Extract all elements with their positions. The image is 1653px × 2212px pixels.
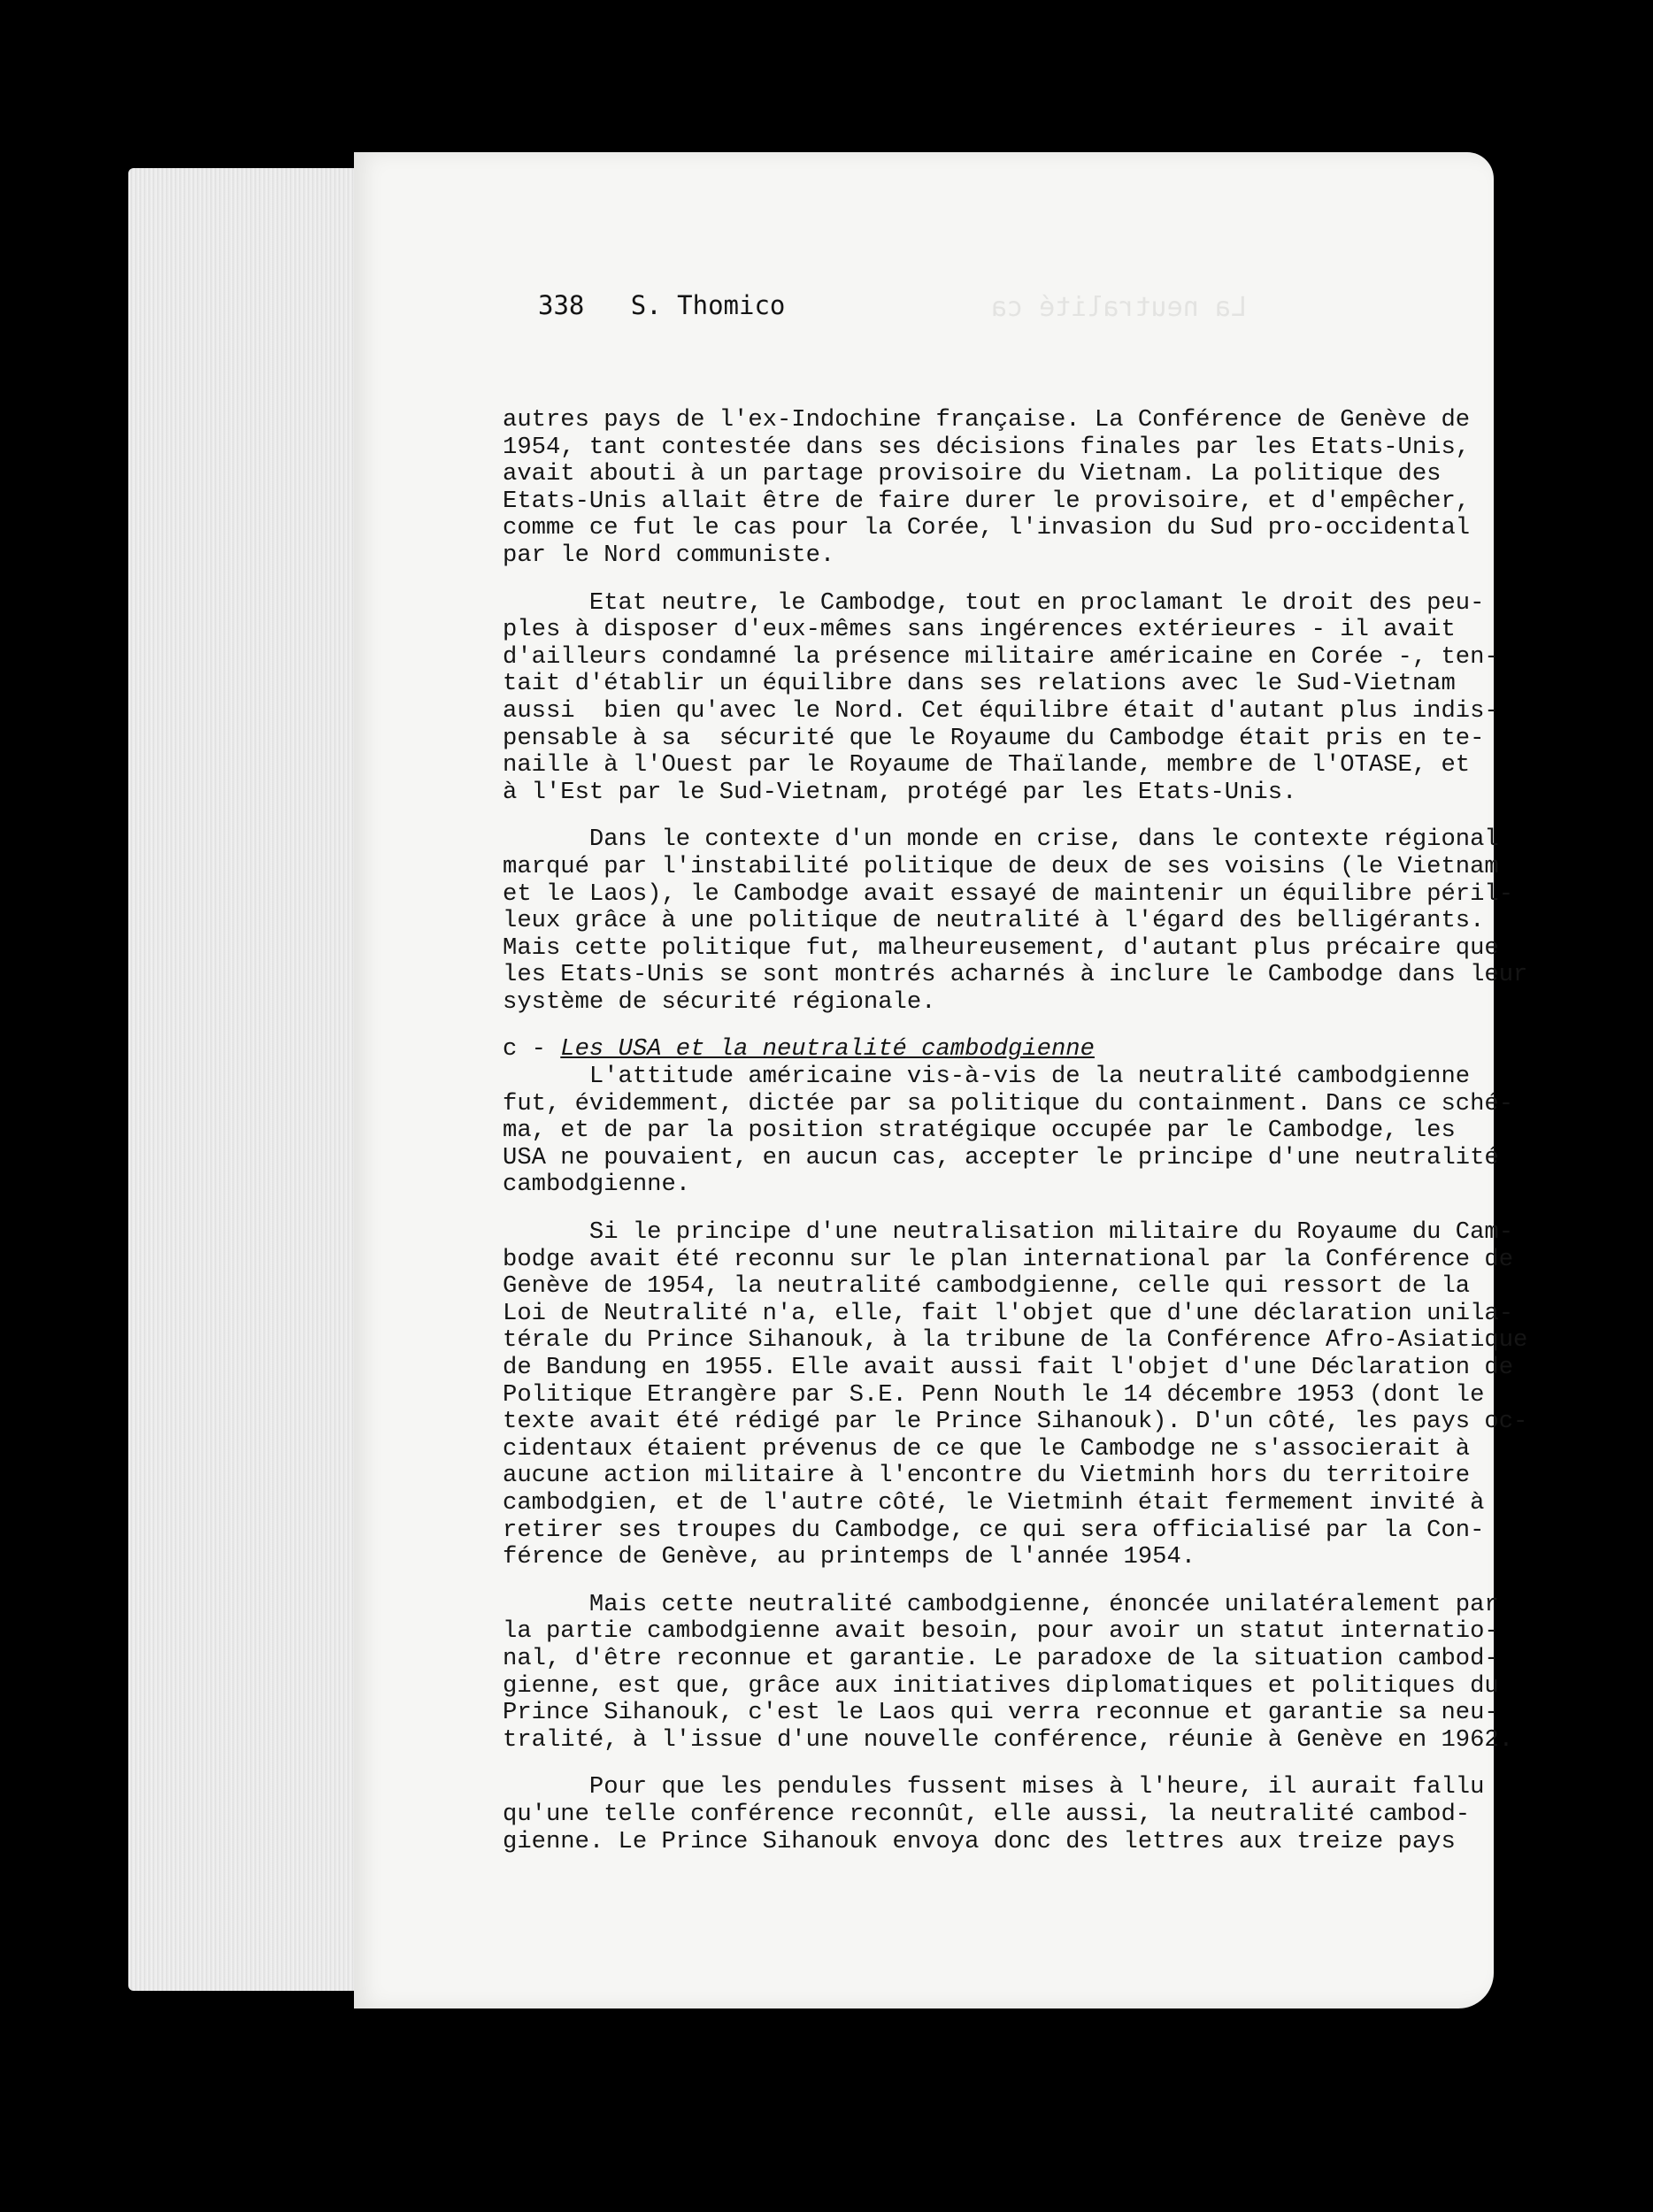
paragraphs-before [503,406,1528,1036]
text-line: Dans le contexte d'un monde en crise, dans le contexte régional [503,826,1499,854]
text-line: tralité, à l'issue d'une nouvelle conférence, réunie à Genève en 1962. [503,1725,1514,1754]
text-line: marqué par l'instabilité politique de deux de ses voisins (le Vietnam [503,852,1499,880]
text-line: térale du Prince Sihanouk, à la tribune de la Conférence Afro-Asiatique [503,1326,1528,1355]
text-line: nal, d'être reconnue et garantie. Le paradoxe de la situation cambod- [503,1644,1499,1672]
text-line: USA ne pouvaient, en aucun cas, accepter le principe d'une neutralité [503,1143,1499,1171]
paragraph-gap [503,1199,1476,1219]
text-line: cidentaux étaient prévenus de ce que le Cambodge ne s'associerait à [503,1434,1471,1463]
text-line: la partie cambodgienne avait besoin, pour avoir un statut internatio- [503,1617,1499,1646]
section-subheading [503,1036,1476,1064]
text-line: à l'Est par le Sud-Vietnam, protégé par les Etats-Unis. [503,778,1297,806]
text-line: bodge avait été reconnu sur le plan international par la Conférence de [503,1245,1514,1273]
paragraph [503,1773,1485,1855]
paragraph-gap [503,806,1476,826]
paragraph [503,1590,1514,1755]
text-line: fut, évidemment, dictée par sa politique du containment. Dans ce sché- [503,1089,1514,1118]
text-line: avait abouti à un partage provisoire du Vietnam. La politique des [503,460,1442,488]
paragraph-gap [503,570,1476,590]
text-line: comme ce fut le cas pour la Corée, l'invasion du Sud pro-occidental [503,514,1471,542]
text-line: Loi de Neutralité n'a, elle, fait l'objet que d'une déclaration unila- [503,1299,1514,1327]
text-line: par le Nord communiste. [503,541,835,569]
text-line: 1954, tant contestée dans ses décisions finales par les Etats-Unis, [503,433,1471,461]
text-line: de Bandung en 1955. Elle avait aussi fait l'objet d'une Déclaration de [503,1354,1514,1381]
text-line: L'attitude américaine vis-à-vis de la neutralité cambodgienne [503,1063,1471,1091]
text-line: retirer ses troupes du Cambodge, ce qui sera officialisé par la Con- [503,1516,1485,1544]
text-line: gienne, est que, grâce aux initiatives diplomatiques et politiques du [503,1671,1499,1700]
text-line: naille à l'Ouest par le Royaume de Thaïlande, membre de l'OTASE, et [503,751,1471,780]
text-line: Mais cette politique fut, malheureusement, d'autant plus précaire que [503,933,1499,962]
text-line: et le Laos), le Cambodge avait essayé de maintenir un équilibre péril- [503,879,1514,908]
text-line: autres pays de l'ex-Indochine française. La Conférence de Genève de [503,406,1471,434]
text-line: Etats-Unis allait être de faire durer le provisoire, et d'empêcher, [503,487,1471,515]
text-line: leux grâce à une politique de neutralité à l'égard des belligérants. [503,907,1485,935]
text-line: pensable à sa sécurité que le Royaume du Cambodge était pris en te- [503,724,1485,752]
text-line: texte avait été rédigé par le Prince Sihanouk). D'un côté, les pays oc- [503,1408,1528,1436]
paragraph [503,1218,1528,1571]
paragraph-gap [503,1571,1476,1592]
paragraphs-after [503,1063,1528,1876]
page-number: 338 [538,290,585,320]
paragraph-gap [503,1016,1476,1036]
text-line: Mais cette neutralité cambodgienne, énoncée unilatéralement par [503,1590,1499,1618]
text-line: aussi bien qu'avec le Nord. Cet équilibre était d'autant plus indis- [503,696,1499,725]
subheading-prefix: c - [503,1035,561,1064]
text-line: ples à disposer d'eux-mêmes sans ingérences extérieures - il avait [503,616,1456,644]
text-line: d'ailleurs condamné la présence militaire américaine en Corée -, ten- [503,642,1499,671]
text-line: férence de Genève, au printemps de l'année 1954. [503,1543,1196,1571]
text-line: Genève de 1954, la neutralité cambodgienne, celle qui ressort de la [503,1272,1471,1301]
text-line: gienne. Le Prince Sihanouk envoya donc des lettres aux treize pays [503,1827,1456,1855]
text-line: cambodgien, et de l'autre côté, le Vietminh était fermement invité à [503,1488,1485,1517]
text-line: Politique Etrangère par S.E. Penn Nouth le 14 décembre 1953 (dont le [503,1380,1485,1409]
text-line: ma, et de par la position stratégique occupée par le Cambodge, les [503,1117,1456,1145]
author-name: S. Thomico [630,290,786,320]
paragraph [503,1063,1514,1199]
text-line: tait d'établir un équilibre dans ses relations avec le Sud-Vietnam [503,670,1456,698]
text-line: Si le principe d'une neutralisation militaire du Royaume du Cam- [503,1218,1514,1247]
text-line: les Etats-Unis se sont montrés acharnés à inclure le Cambodge dans leur [503,961,1528,989]
bleed-through-text: La neutralité ca [991,292,1247,323]
paragraph-gap [503,1855,1476,1876]
paragraph [503,826,1528,1016]
text-line: qu'une telle conférence reconnût, elle aussi, la neutralité cambod- [503,1800,1471,1828]
text-line: Pour que les pendules fussent mises à l'heure, il aurait fallu [503,1773,1485,1801]
running-head [538,290,785,320]
book-page-edges [128,168,367,1991]
text-line: cambodgienne. [503,1171,691,1199]
text-line: Prince Sihanouk, c'est le Laos qui verra reconnue et garantie sa neu- [503,1699,1499,1727]
body-text [503,406,1528,1876]
paragraph [503,407,1476,570]
text-line: aucune action militaire à l'encontre du Vietminh hors du territoire [503,1462,1471,1490]
text-line: système de sécurité régionale. [503,987,936,1016]
paragraph-gap [503,1754,1476,1774]
subheading-title: Les USA et la neutralité cambodgienne [560,1035,1095,1064]
text-line: Etat neutre, le Cambodge, tout en proclamant le droit des peu- [503,588,1485,617]
paragraph [503,588,1499,807]
